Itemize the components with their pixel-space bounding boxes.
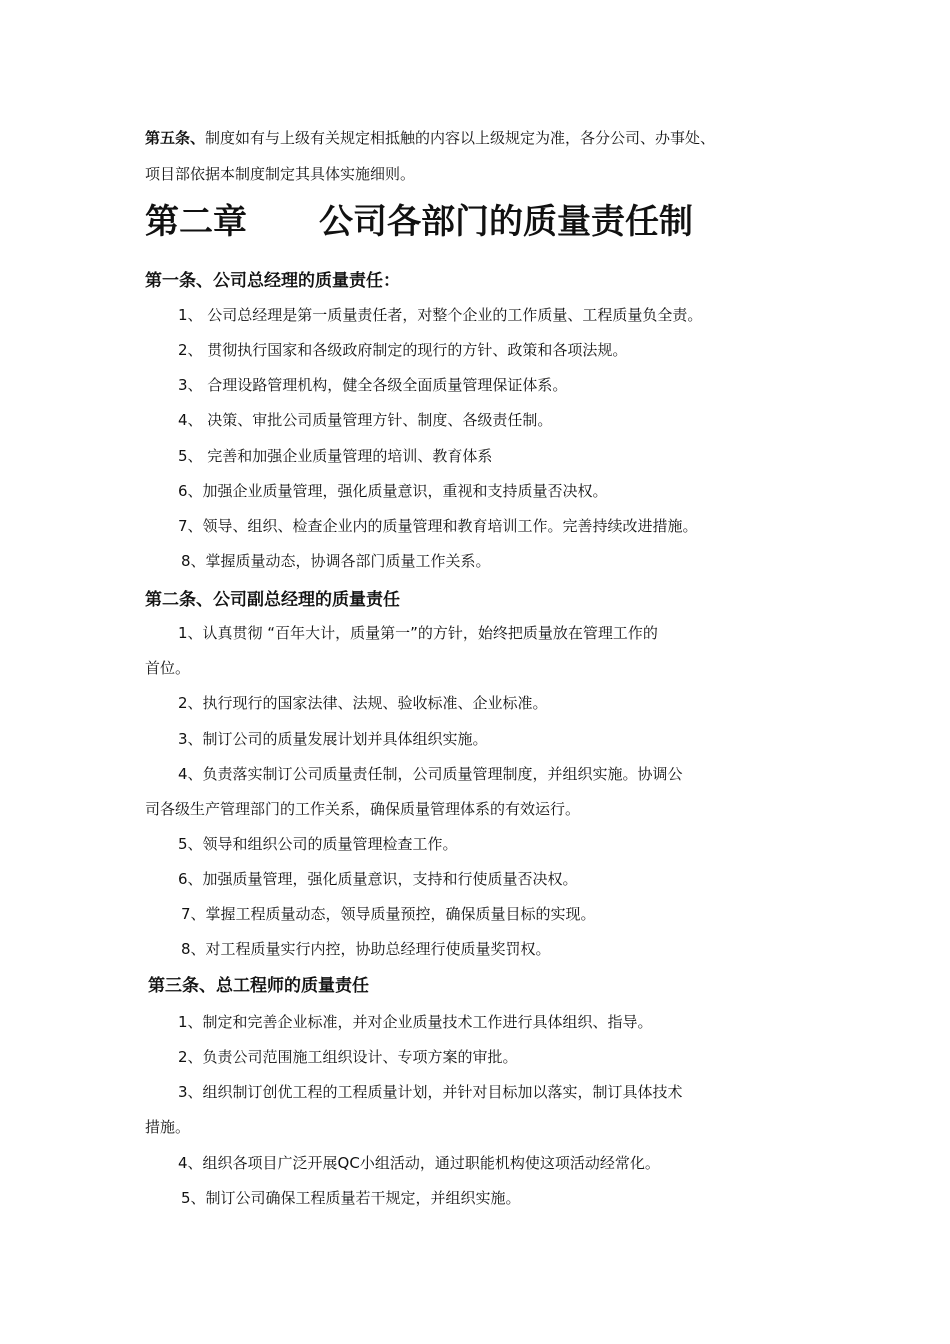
intro-line-1: [145, 128, 715, 148]
list-item: 2、 贯彻执行国家和各级政府制定的现行的方针、政策和各项法规。: [178, 341, 628, 359]
list-item: 6、加强质量管理，强化质量意识，支持和行使质量否决权。: [178, 870, 578, 888]
list-item: 6、加强企业质量管理，强化质量意识，重视和支持质量否决权。: [178, 482, 608, 500]
list-item: 1、 公司总经理是第一质量责任者，对整个企业的工作质量、工程质量负全责。: [178, 306, 703, 324]
list-item: 8、对工程质量实行内控，协助总经理行使质量奖罚权。: [181, 940, 551, 958]
section-heading: 第二条、公司副总经理的质量责任: [145, 590, 400, 610]
chapter-heading: [145, 200, 693, 244]
list-item: 首位。: [145, 659, 191, 677]
list-item: 5、制订公司确保工程质量若干规定，并组织实施。: [181, 1189, 521, 1207]
list-item: 7、掌握工程质量动态，领导质量预控，确保质量目标的实现。: [181, 905, 596, 923]
intro-text: 制度如有与上级有关规定相抵触的内容以上级规定为准，各分公司、办事处、: [205, 129, 716, 147]
list-item: 措施。: [145, 1118, 191, 1136]
list-item: 2、负责公司范围施工组织设计、专项方案的审批。: [178, 1048, 518, 1066]
list-item: 4、负责落实制订公司质量责任制，公司质量管理制度，并组织实施。协调公: [178, 765, 683, 783]
list-item: 5、领导和组织公司的质量管理检查工作。: [178, 835, 458, 853]
list-item: 3、制订公司的质量发展计划并具体组织实施。: [178, 730, 488, 748]
list-item: 1、制定和完善企业标准，并对企业质量技术工作进行具体组织、指导。: [178, 1013, 653, 1031]
list-item: 5、 完善和加强企业质量管理的培训、教育体系: [178, 447, 493, 465]
list-item: 3、 合理设路管理机构，健全各级全面质量管理保证体系。: [178, 376, 568, 394]
list-item: 8、掌握质量动态，协调各部门质量工作关系。: [181, 552, 491, 570]
section-heading: 第三条、总工程师的质量责任: [148, 976, 369, 996]
intro-line-2: 项目部依据本制度制定其具体实施细则。: [145, 165, 416, 183]
section-heading: 第一条、公司总经理的质量责任：: [145, 271, 400, 291]
list-item: 4、组织各项目广泛开展QC小组活动，通过职能机构使这项活动经常化。: [178, 1154, 660, 1172]
list-item: 司各级生产管理部门的工作关系，确保质量管理体系的有效运行。: [145, 800, 581, 818]
chapter-title: 公司各部门的质量责任制: [319, 202, 693, 242]
list-item: 3、组织制订创优工程的工程质量计划，并针对目标加以落实，制订具体技术: [178, 1083, 683, 1101]
chapter-number: 第二章: [145, 202, 247, 242]
article-label: 第五条、: [145, 129, 206, 147]
list-item: 1、认真贯彻 “百年大计，质量第一”的方针，始终把质量放在管理工作的: [178, 624, 658, 642]
list-item: 2、执行现行的国家法律、法规、验收标准、企业标准。: [178, 694, 548, 712]
list-item: 4、 决策、审批公司质量管理方针、制度、各级责任制。: [178, 411, 553, 429]
list-item: 7、领导、组织、检查企业内的质量管理和教育培训工作。完善持续改进措施。: [178, 517, 698, 535]
